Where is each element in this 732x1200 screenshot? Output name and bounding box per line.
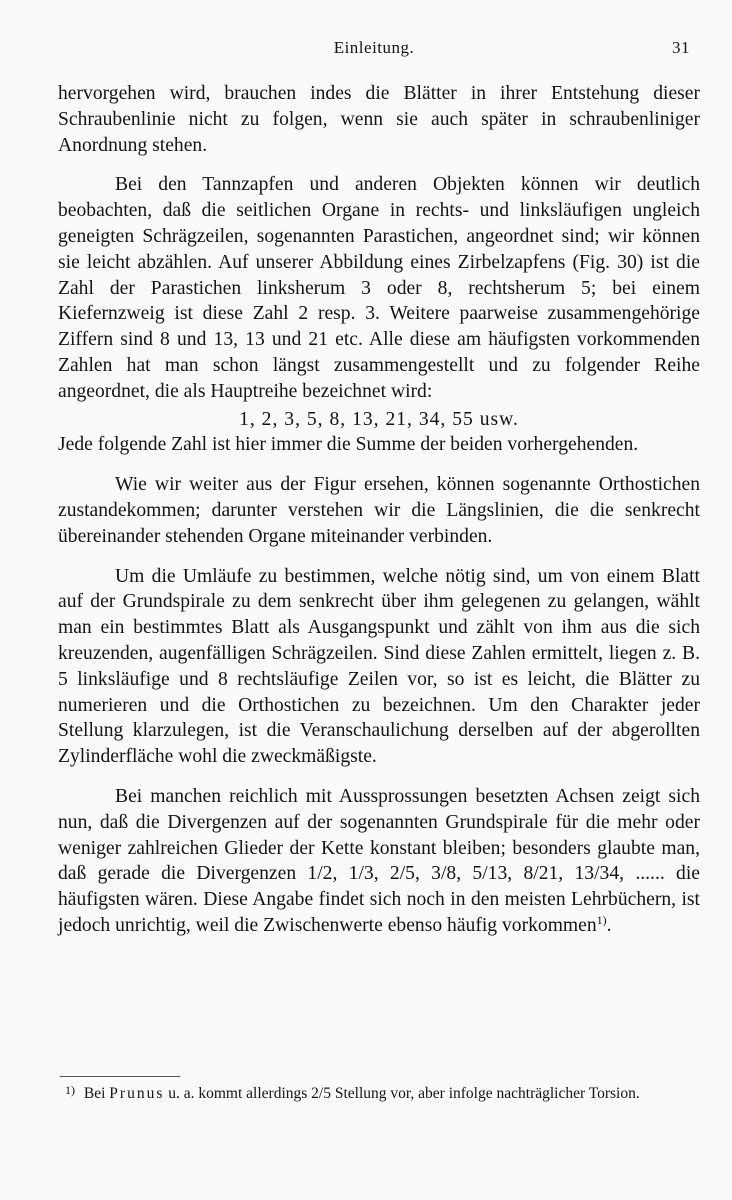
number-series: 1, 2, 3, 5, 8, 13, 21, 34, 55 usw. xyxy=(239,408,519,430)
footnote-divider xyxy=(60,1076,180,1077)
running-title: Einleitung. xyxy=(333,38,415,57)
paragraph-2: Bei den Tannzapfen und anderen Objekten können wir deutlich beobachten, daß die seitlichen Organe in rechts- und linksläufigen ungleich geneigten Schrägzeilen, sogenannten Parastichen, angeordnet sind; wir können sie leicht abzählen. Auf unserer Abbildung eines Zirbelzapfens (Fig. 30) ist die Zahl der Parastichen linksherum 3 oder 8, rechtsherum 5; bei einem Kiefernzweig ist diese Zahl 2 resp. 3. Weitere paarweise zusammengehörige Ziffern sind 8 und 13, 13 und 21 etc. Alle diese am häufigsten vorkommenden Zahlen hat man schon längst zusammengestellt und zu folgender Reihe angeordnet, die als Hauptreihe bezeichnet wird: xyxy=(58,174,700,402)
paragraph-1: hervorgehen wird, brauchen indes die Blätter in ihrer Entstehung dieser Schraubenlinie nicht zu folgen, wenn sie auch später in schraubenliniger Anordnung stehen. xyxy=(58,83,700,156)
footnote-genus: Prunus xyxy=(109,1085,165,1102)
running-header xyxy=(58,38,690,68)
footnote: 1) Bei Prunus u. a. kommt allerdings 2/5 Stellung vor, aber infolge nachträglicher Torsion. xyxy=(65,1083,640,1102)
footnote-reference: 1) xyxy=(596,912,607,927)
page-number: 31 xyxy=(672,38,690,57)
paragraph-2-conclusion: Jede folgende Zahl ist hier immer die Summe der beiden vorhergehenden. xyxy=(58,434,639,456)
body-text xyxy=(58,81,700,939)
footnote-text-before: Bei xyxy=(83,1085,106,1102)
paragraph-5-text: Bei manchen reichlich mit Aussprossungen besetzten Achsen zeigt sich nun, daß die Divergenzen auf der sogenannten Grundspirale für die mehr oder weniger zahlreichen Glieder der Kette konstant bleiben; besonders glaubte man, daß gerade die Divergenzen 1/2, 1/3, 2/5, 3/8, 5/13, 8/21, 13/34, ...... die häufigsten wären. Diese Angabe findet sich noch in den meisten Lehrbüchern, ist jedoch unrichtig, weil die Zwischenwerte ebenso häufig vorkommen xyxy=(58,785,700,936)
paragraph-4: Um die Umläufe zu bestimmen, welche nötig sind, um von einem Blatt auf der Grundspirale zu dem senkrecht über ihm gelegenen zu gelangen, wählt man ein bestimmtes Blatt als Ausgangspunkt und zählt von ihm aus die sich kreuzenden, augenfälligen Schrägzeilen. Sind diese Zahlen ermittelt, liegen z. B. 5 linksläufige und 8 rechtsläufige Zeilen vor, so ist es leicht, die Blätter zu numerieren und die Orthostichen zu bezeichnen. Um den Charakter jeder Stellung klarzulegen, ist die Veranschaulichung derselben auf der abgerollten Zylinderfläche wohl die zweckmäßigste. xyxy=(58,565,700,768)
paragraph-3: Wie wir weiter aus der Figur ersehen, können sogenannte Orthostichen zustandekommen; darunter verstehen wir die Längslinien, die die senkrecht übereinander stehenden Organe miteinander verbinden. xyxy=(58,474,700,547)
paragraph-5: Bei manchen reichlich mit Aussprossungen besetzten Achsen zeigt sich nun, daß die Divergenzen auf der sogenannten Grundspirale für die mehr oder weniger zahlreichen Glieder der Kette konstant bleiben; besonders glaubte man, daß gerade die Divergenzen 1/2, 1/3, 2/5, 3/8, 5/13, 8/21, 13/34, ...... die häufigsten wären. Diese Angabe findet sich noch in den meisten Lehrbüchern, ist jedoch unrichtig, weil die Zwischenwerte ebenso häufig vorkommen$^{1)}$. xyxy=(58,785,700,936)
footnote-text-after: u. a. kommt allerdings 2/5 Stellung vor, aber infolge nachträglicher Torsion. xyxy=(168,1085,640,1102)
